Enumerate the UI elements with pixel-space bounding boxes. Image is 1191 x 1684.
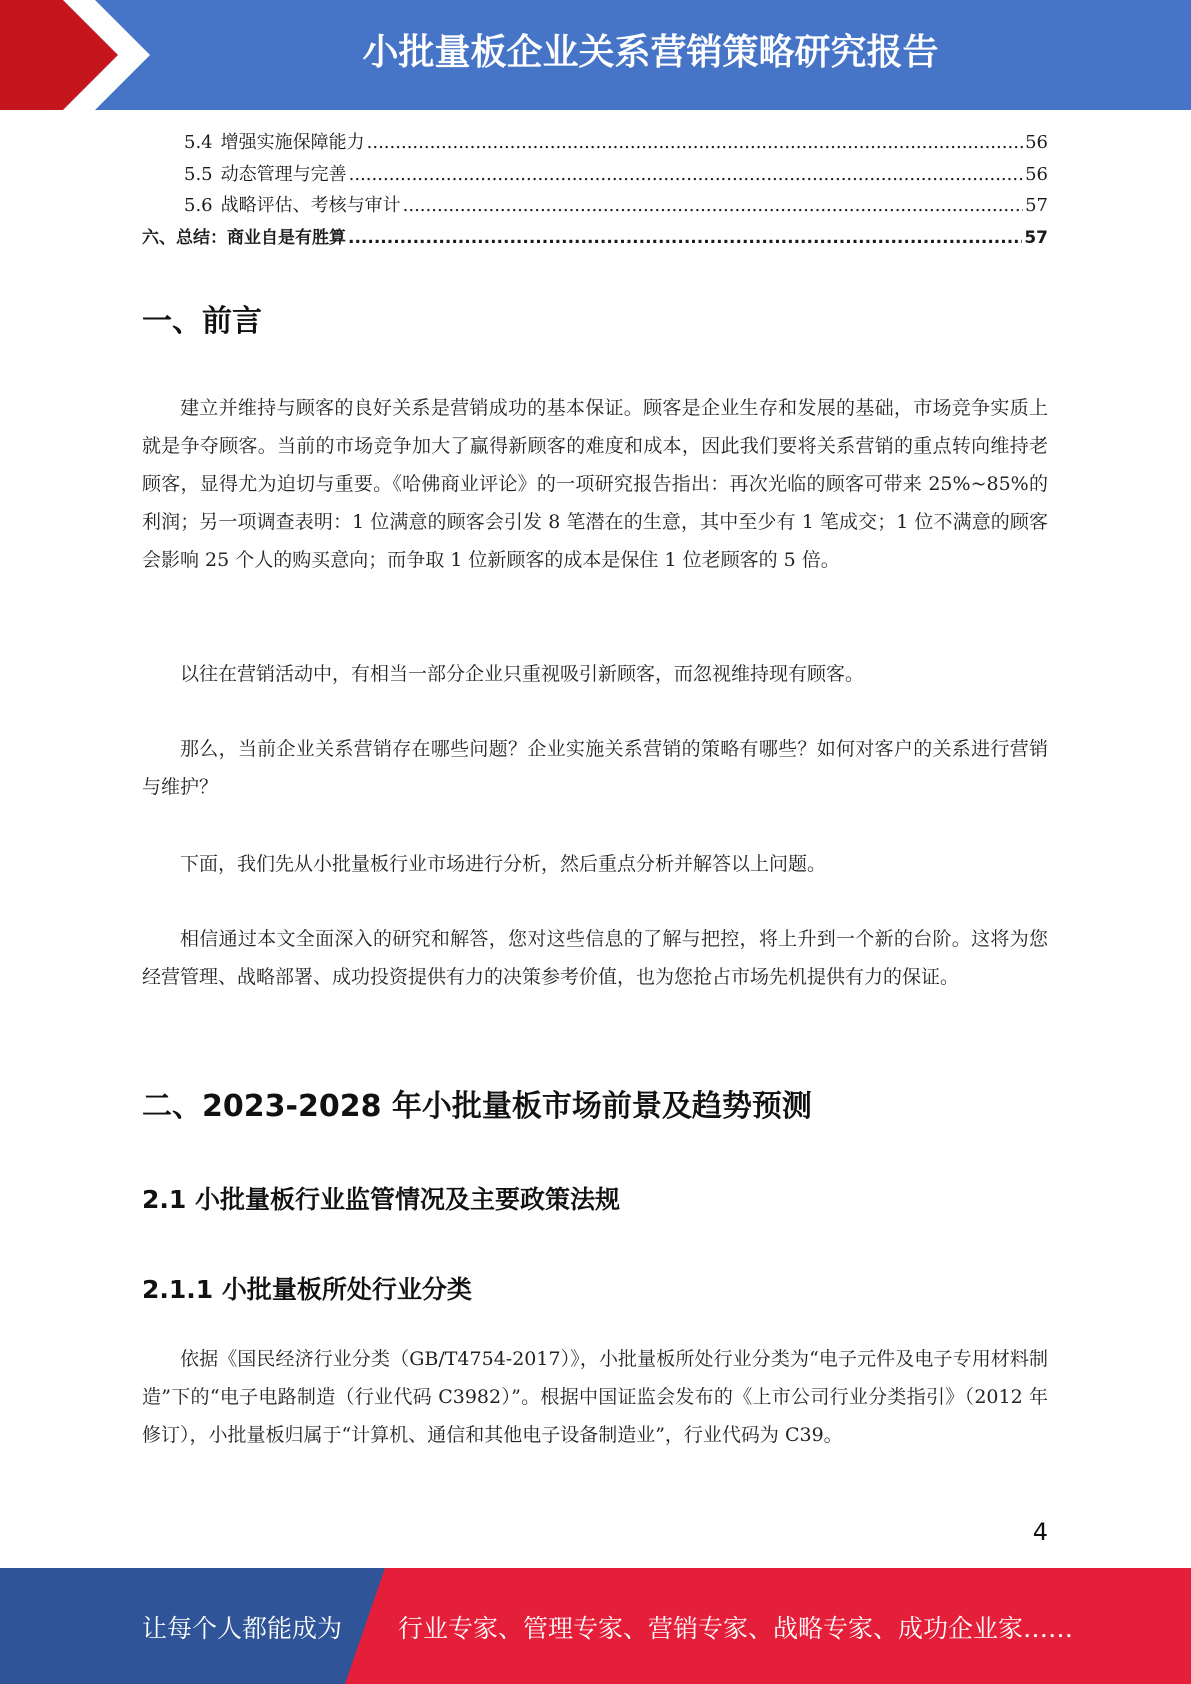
section-heading-preface: 一、前言 xyxy=(142,304,262,339)
toc-leader-dots xyxy=(403,195,1023,216)
toc-entry-number: 5.5 xyxy=(184,163,213,185)
header-arrow-decoration xyxy=(0,0,160,110)
body-paragraph: 以往在营销活动中，有相当一部分企业只重视吸引新顾客，而忽视维持现有顾客。 xyxy=(180,663,865,685)
toc-entry-title: 战略评估、考核与审计 xyxy=(220,195,401,216)
toc-entry-title: 动态管理与完善 xyxy=(220,163,347,185)
toc-entry-page: 57 xyxy=(1025,195,1048,216)
toc-leader-dots xyxy=(349,164,1023,185)
table-of-contents xyxy=(142,128,1048,254)
page-number: 4 xyxy=(1032,1518,1048,1546)
report-title: 小批量板企业关系营销策略研究报告 xyxy=(362,32,939,73)
toc-leader-dots xyxy=(367,132,1023,153)
subsubsection-heading-classification: 2.1.1 小批量板所处行业分类 xyxy=(142,1275,472,1304)
toc-entry[interactable] xyxy=(142,191,1048,223)
footer-slogan-left: 让每个人都能成为 xyxy=(142,1614,343,1643)
toc-entry-page: 56 xyxy=(1025,163,1048,185)
section-heading-market-outlook: 二、2023-2028 年小批量板市场前景及趋势预测 xyxy=(142,1089,812,1124)
toc-entry-number: 5.6 xyxy=(184,195,213,216)
toc-entry-page: 57 xyxy=(1024,227,1048,248)
toc-entry[interactable] xyxy=(142,160,1048,192)
body-paragraph: 那么，当前企业关系营销存在哪些问题？企业实施关系营销的策略有哪些？如何对客户的关系进行营销与维护？ xyxy=(142,738,1048,798)
toc-entry[interactable] xyxy=(142,223,1048,255)
toc-entry-title: 六、总结：商业自是有胜算 xyxy=(142,227,346,248)
body-paragraph: 下面，我们先从小批量板行业市场进行分析，然后重点分析并解答以上问题。 xyxy=(180,853,827,875)
toc-leader-dots xyxy=(348,228,1022,248)
toc-entry-number: 5.4 xyxy=(184,132,213,153)
page-footer xyxy=(0,1568,1191,1684)
page-header xyxy=(0,0,1191,110)
body-paragraph: 建立并维持与顾客的良好关系是营销成功的基本保证。顾客是企业生存和发展的基础，市场竞争实质上就是争夺顾客。当前的市场竞争加大了赢得新顾客的难度和成本，因此我们要将关系营销的重点转向维持老顾客，显得尤为迫切与重要。《哈佛商业评论》的一项研究报告指出：再次光临的顾客可带来 25%~85%的利润；另一项调查表明：1 位满意的顾客会引发 8 笔潜在的生意，其中至少有 1 笔成交；1 位不满意的顾客会影响 25 个人的购买意向；而争取 1 位新顾客的成本是保住 1 位老顾客的 5 倍。 xyxy=(142,397,1048,571)
body-paragraph: 相信通过本文全面深入的研究和解答，您对这些信息的了解与把控，将上升到一个新的台阶。这将为您经营管理、战略部署、成功投资提供有力的决策参考价值，也为您抢占市场先机提供有力的保证。 xyxy=(142,928,1048,988)
body-paragraph: 依据《国民经济行业分类（GB/T4754-2017）》，小批量板所处行业分类为“电子元件及电子专用材料制造”下的“电子电路制造（行业代码 C3982）”。根据中国证监会发布的《上市公司行业分类指引》（2012 年修订），小批量板归属于“计算机、通信和其他电子设备制造业”，行业代码为 C39。 xyxy=(142,1348,1048,1446)
toc-entry-title: 增强实施保障能力 xyxy=(220,132,365,153)
toc-entry[interactable] xyxy=(142,128,1048,160)
subsection-heading-regulation: 2.1 小批量板行业监管情况及主要政策法规 xyxy=(142,1185,620,1214)
toc-entry-page: 56 xyxy=(1025,132,1048,153)
footer-slogan-right: 行业专家、管理专家、营销专家、战略专家、成功企业家…… xyxy=(398,1614,1074,1643)
